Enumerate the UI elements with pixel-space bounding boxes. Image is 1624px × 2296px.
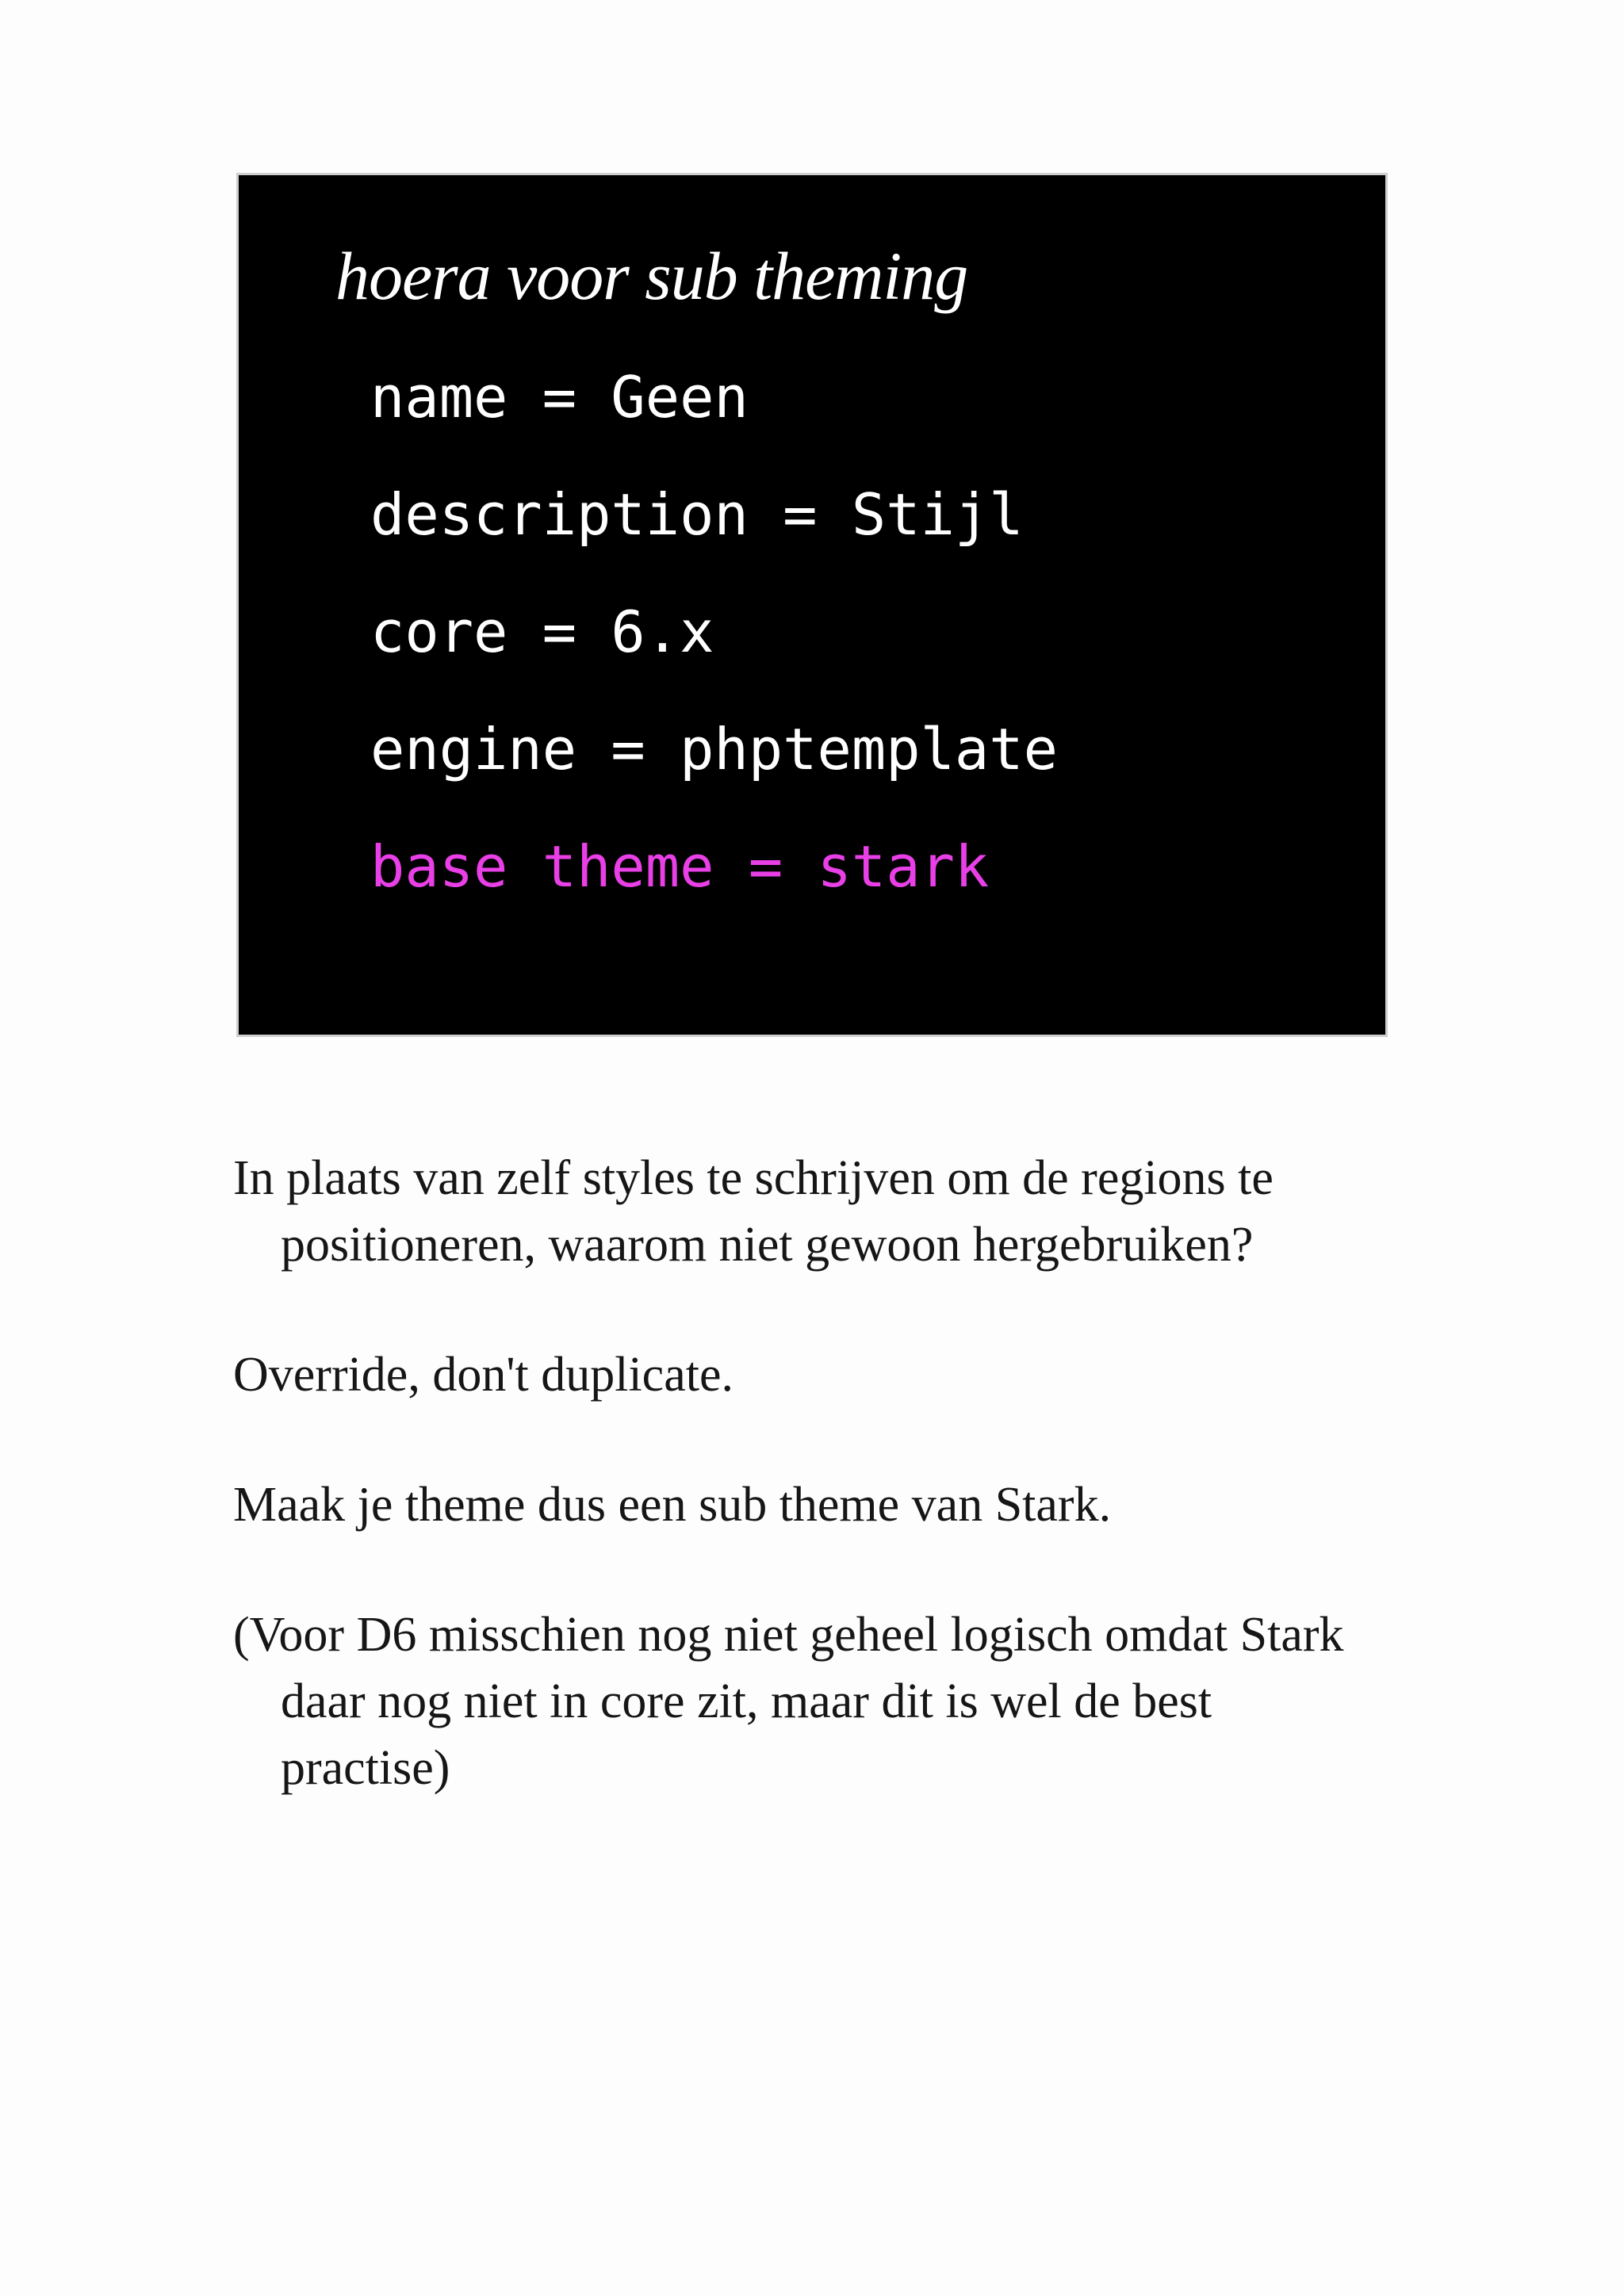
speaker-notes	[233, 1145, 1383, 1865]
code-block	[370, 364, 1058, 984]
slide-image	[236, 173, 1388, 1037]
code-line-description: description = Stijl	[370, 481, 1024, 548]
note-paragraph: In plaats van zelf styles te schrijven om de regions te positioneren, waarom niet gewoon hergebruiken?	[233, 1151, 1274, 1272]
code-line-name: name = Geen	[370, 364, 749, 430]
note-paragraph: Override, don't duplicate.	[233, 1348, 733, 1402]
slide-title: hoera voor sub theming	[335, 238, 968, 314]
note-paragraph: Maak je theme dus een sub theme van Stark.	[233, 1478, 1112, 1532]
code-line-base-theme: base theme = stark	[370, 833, 990, 900]
code-line-core: core = 6.x	[370, 599, 714, 665]
note-paragraph: (Voor D6 misschien nog niet geheel logisch omdat Stark daar nog niet in core zit, maar dit is wel de best practise)	[233, 1608, 1344, 1795]
code-line-engine: engine = phptemplate	[370, 716, 1058, 783]
